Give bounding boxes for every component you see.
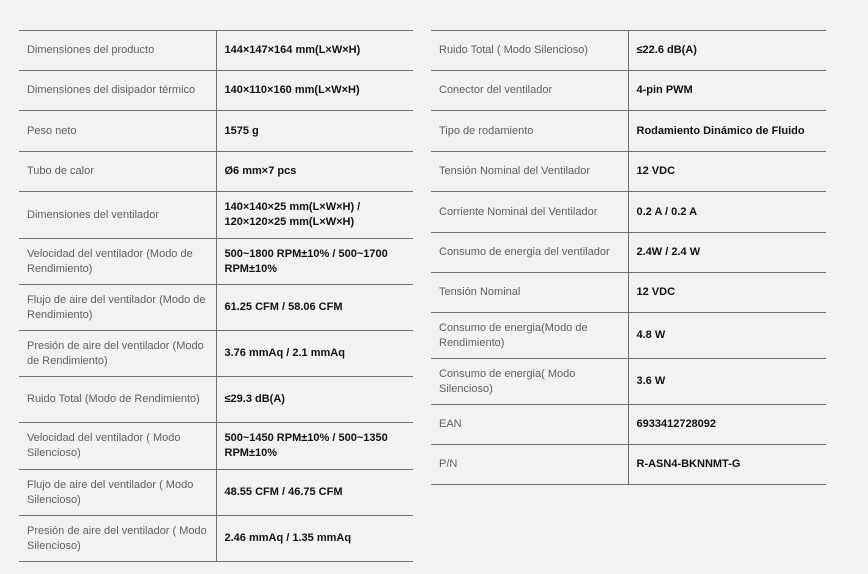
spec-value: 2.4W / 2.4 W — [636, 246, 701, 258]
spec-value: 12 VDC — [636, 286, 676, 298]
spec-value: 500~1450 RPM±10% / 500~1350 RPM±10% — [224, 432, 388, 459]
spec-value: 1575 g — [224, 124, 259, 137]
spec-row — [19, 331, 413, 377]
spec-row — [431, 152, 826, 192]
spec-value: 140×140×25 mm(L×W×H) / 120×120×25 mm(L×W×H) — [224, 201, 361, 228]
spec-row — [431, 71, 826, 111]
spec-label: Velocidad del ventilador ( Modo Silencioso) — [19, 423, 216, 470]
spec-row — [19, 516, 413, 562]
spec-label: EAN — [431, 405, 628, 445]
spec-row — [19, 111, 413, 152]
spec-value: 3.76 mmAq / 2.1 mmAq — [224, 347, 345, 359]
spec-row — [431, 359, 826, 405]
spec-label: Flujo de aire del ventilador (Modo de Rendimiento) — [19, 285, 216, 331]
spec-value: 144×147×164 mm(L×W×H) — [224, 44, 361, 56]
spec-label: Dimensiones del ventilador — [19, 192, 216, 239]
spec-value: 4.8 W — [636, 329, 666, 341]
spec-value: 2.46 mmAq / 1.35 mmAq — [224, 532, 352, 544]
spec-value: 61.25 CFM / 58.06 CFM — [224, 301, 343, 313]
spec-row — [431, 233, 826, 273]
spec-label: P/N — [431, 445, 628, 485]
spec-row — [19, 192, 413, 239]
spec-value: 3.6 W — [636, 375, 666, 387]
spec-value: 12 VDC — [636, 165, 676, 177]
spec-row — [431, 192, 826, 233]
spec-table-right — [431, 30, 826, 485]
spec-value: R-ASN4-BKNNMT-G — [636, 458, 741, 470]
spec-row — [19, 470, 413, 516]
spec-label: Dimensiones del producto — [19, 31, 216, 71]
spec-row — [19, 31, 413, 71]
spec-label: Consumo de energia del ventilador — [431, 233, 628, 273]
spec-value: 4-pin PWM — [636, 84, 693, 96]
spec-row — [19, 152, 413, 192]
spec-label: Consumo de energia( Modo Silencioso) — [431, 359, 628, 405]
spec-value: 0.2 A / 0.2 A — [636, 205, 698, 218]
spec-label: Flujo de aire del ventilador ( Modo Silencioso) — [19, 470, 216, 516]
spec-row — [19, 377, 413, 423]
spec-row — [19, 71, 413, 111]
spec-row — [431, 445, 826, 485]
spec-label: Tensión Nominal — [431, 273, 628, 313]
spec-label: Ruido Total ( Modo Silencioso) — [431, 31, 628, 71]
spec-label: Velocidad del ventilador (Modo de Rendimiento) — [19, 239, 216, 285]
spec-row — [431, 313, 826, 359]
spec-label: Corriente Nominal del Ventilador — [431, 192, 628, 233]
spec-row — [19, 423, 413, 470]
spec-label: Ruido Total (Modo de Rendimiento) — [19, 377, 216, 423]
spec-label: Tubo de calor — [19, 152, 216, 192]
spec-label: Peso neto — [19, 111, 216, 152]
spec-row — [19, 239, 413, 285]
spec-value: 140×110×160 mm(L×W×H) — [224, 84, 360, 96]
spec-row — [431, 31, 826, 71]
spec-value: 48.55 CFM / 46.75 CFM — [224, 486, 343, 498]
spec-row — [19, 285, 413, 331]
spec-row — [431, 273, 826, 313]
spec-value: 500~1800 RPM±10% / 500~1700 RPM±10% — [224, 247, 388, 275]
spec-value: Rodamiento Dinámico de Fluido — [636, 124, 805, 137]
spec-label: Consumo de energia(Modo de Rendimiento) — [431, 313, 628, 359]
spec-table-left — [19, 30, 413, 562]
spec-value: Ø6 mm×7 pcs — [224, 165, 297, 177]
spec-label: Conector del ventilador — [431, 71, 628, 111]
spec-label: Presión de aire del ventilador (Modo de Rendimiento) — [19, 331, 216, 377]
spec-row — [431, 111, 826, 152]
spec-value: 6933412728092 — [636, 418, 717, 430]
spec-value: ≤22.6 dB(A) — [636, 44, 697, 56]
spec-label: Presión de aire del ventilador ( Modo Silencioso) — [19, 516, 216, 562]
spec-label: Tensión Nominal del Ventilador — [431, 152, 628, 192]
spec-label: Tipo de rodamiento — [431, 111, 628, 152]
spec-label: Dimensiones del disipador térmico — [19, 71, 216, 111]
spec-row — [431, 405, 826, 445]
spec-value: ≤29.3 dB(A) — [224, 393, 285, 405]
